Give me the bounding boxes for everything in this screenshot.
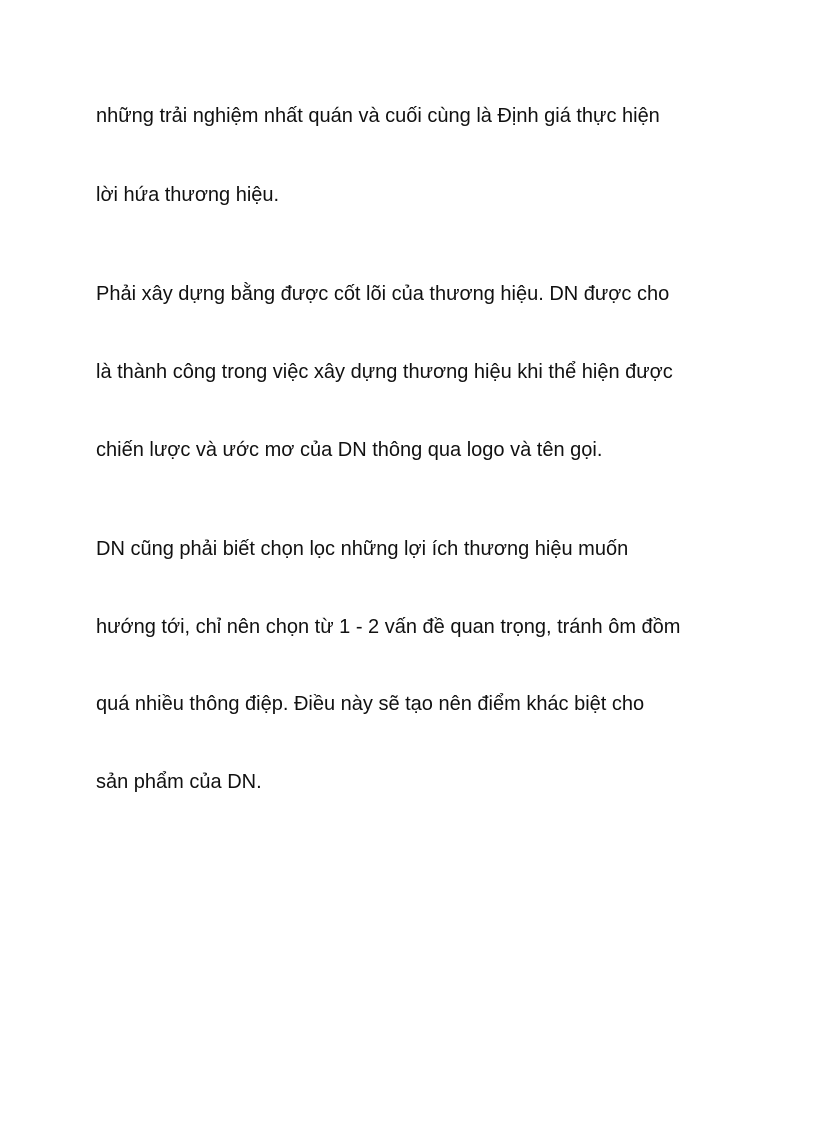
paragraph-3-line-2: hướng tới, chỉ nên chọn từ 1 - 2 vấn đề quan trọng, tránh ôm đồm <box>96 616 681 638</box>
paragraph-2-line-2: là thành công trong việc xây dựng thương hiệu khi thể hiện được <box>96 361 673 383</box>
paragraph-1-line-2: lời hứa thương hiệu. <box>96 184 280 206</box>
paragraph-3-line-3: quá nhiều thông điệp. Điều này sẽ tạo nên điểm khác biệt cho <box>96 693 645 715</box>
paragraph-2-line-3: chiến lược và ước mơ của DN thông qua logo và tên gọi. <box>96 439 603 461</box>
paragraph-2-line-1: Phải xây dựng bằng được cốt lõi của thương hiệu. DN được cho <box>96 283 670 305</box>
paragraph-3-line-1: DN cũng phải biết chọn lọc những lợi ích thương hiệu muốn <box>96 538 629 560</box>
paragraph-1-line-1: những trải nghiệm nhất quán và cuối cùng là Định giá thực hiện <box>96 105 660 127</box>
paragraph-3-line-4: sản phẩm của DN. <box>96 771 262 793</box>
